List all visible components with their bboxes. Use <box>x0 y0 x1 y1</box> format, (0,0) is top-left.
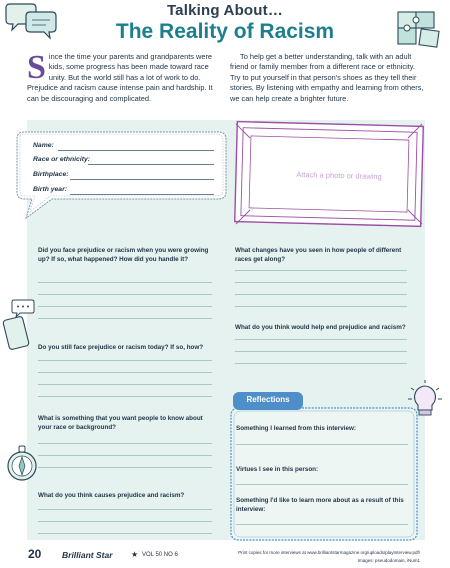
reflection-lines-3[interactable] <box>236 524 408 536</box>
answer-lines-3[interactable] <box>38 443 212 479</box>
page-title: The Reality of Racism <box>115 20 335 43</box>
race-field[interactable] <box>88 164 214 165</box>
name-field[interactable] <box>58 150 214 151</box>
photo-label: Attach a photo or drawing <box>296 169 382 182</box>
answer-lines-5[interactable] <box>235 270 407 318</box>
intro-right-paragraph: To help get a better understanding, talk with an adult friend or family member from a different race or ethnicity. Try to put yourself in that person's shoes as they tell their stories. By listening with empathy and learning from others, we can help create a brighter future. <box>230 52 424 103</box>
question-6: What do you think would help end prejudice and racism? <box>235 324 406 331</box>
answer-lines-4[interactable] <box>38 509 212 545</box>
birth-year-field[interactable] <box>70 194 214 195</box>
lightbulb-icon <box>405 378 445 422</box>
question-2: Do you still face prejudice or racism today? If so, how? <box>38 344 204 351</box>
birth-year-label: Birth year: <box>33 186 67 193</box>
reflection-lines-2[interactable] <box>236 484 408 496</box>
phone-chat-icon <box>2 298 38 352</box>
print-note: Print copies for more interviews at www.brilliantstarmagazine.org/uploads/playInterview.pdf! <box>238 550 420 555</box>
answer-lines-1[interactable] <box>38 282 212 330</box>
race-label: Race or ethnicity: <box>33 156 91 163</box>
intro-left-paragraph: Since the time your parents and grandparents were kids, some progress has been made toward race unity. But the world still has a lot of work to do. Prejudice and racism cause intense pain and hardship. It can be discouraging and complicated. <box>27 49 213 103</box>
reflection-prompt-2: Virtues I see in this person: <box>236 466 319 473</box>
answer-lines-6[interactable] <box>235 339 407 375</box>
drop-cap: S <box>27 49 46 86</box>
magazine-brand: Brilliant Star <box>62 550 113 560</box>
star-icon: ★ <box>131 550 139 559</box>
compass-icon <box>4 440 40 486</box>
question-4: What do you think causes prejudice and racism? <box>38 492 185 499</box>
title-line-1: Talking About… <box>166 2 284 19</box>
reflection-prompt-3: Something I'd like to learn more about as a result of this interview: <box>236 497 404 513</box>
reflection-lines-1[interactable] <box>236 444 408 456</box>
page-number: 20 <box>28 547 42 561</box>
question-3: What is something that you want people to know about your race or background? <box>38 415 203 431</box>
question-5: What changes have you seen in how people of different races get along? <box>235 247 402 263</box>
name-label: Name: <box>33 142 54 149</box>
answer-lines-2[interactable] <box>38 360 212 408</box>
reflection-prompt-1: Something I learned from this interview: <box>236 425 357 432</box>
question-1: Did you face prejudice or racism when you were growing up? If so, what happened? How did you handle it? <box>38 247 209 263</box>
reflections-title: Reflections <box>246 395 290 404</box>
image-credit: Images: pseudodomain, iNum1 <box>357 558 420 563</box>
birthplace-field[interactable] <box>70 179 214 180</box>
birthplace-label: Birthplace: <box>33 171 69 178</box>
volume-info: VOL 50 NO 6 <box>142 552 178 558</box>
